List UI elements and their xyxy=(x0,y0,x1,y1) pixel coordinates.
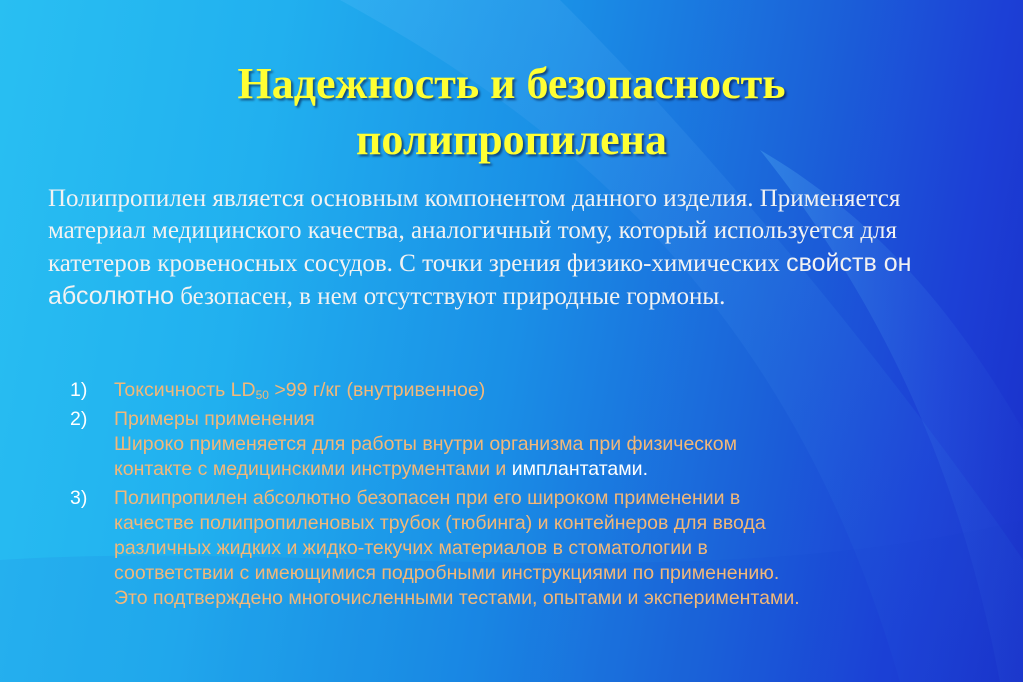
safety-line-2: качестве полипропиленовых трубок (тюбинга) и контейнеров для ввода xyxy=(114,512,766,534)
intro-text-part-3: безопасен, в нем отсутствуют природные гормоны. xyxy=(174,283,726,310)
numbered-list xyxy=(70,378,1015,615)
title-line-2: полипропилена xyxy=(356,115,667,164)
applications-heading: Примеры применения xyxy=(114,408,315,430)
slide-title xyxy=(0,56,1023,168)
safety-line-1: Полипропилен абсолютно безопасен при его широком применении в xyxy=(114,487,741,509)
intro-text-part-1: Полипропилен является основным компонентом данного изделия. Применяется материал медицинского качества, аналогичный тому, который используется для катетеров кровеносных сосудов. С точки зрения физико-химических xyxy=(48,185,901,277)
applications-line-1: Широко применяется для работы внутри организма при физическом xyxy=(114,433,738,455)
safety-line-3: различных жидких и жидко-текучих материалов в стоматологии в xyxy=(114,537,708,559)
list-item-safety xyxy=(70,486,1015,611)
applications-line-2 xyxy=(114,457,1015,482)
list-number: 3) xyxy=(70,487,88,509)
list-number: 1) xyxy=(70,379,88,401)
safety-line-5: Это подтверждено многочисленными тестами, опытами и экспериментами. xyxy=(114,587,800,609)
intro-text-part-2: свойств он абсолютно xyxy=(48,249,912,310)
toxicity-value: >99 г/кг (внутривенное) xyxy=(268,379,486,401)
list-item-toxicity xyxy=(70,378,1015,403)
toxicity-text: Токсичность LD xyxy=(114,379,256,401)
list-item-applications xyxy=(70,407,1015,482)
applications-line-2-text: контакте с медицинскими инструментами и xyxy=(114,458,512,480)
applications-highlight: имплантатами. xyxy=(511,458,648,480)
intro-paragraph xyxy=(48,183,988,313)
title-line-1: Надежность и безопасность xyxy=(237,59,786,108)
toxicity-subscript: 50 xyxy=(255,388,269,402)
safety-line-4: соответствии с имеющимися подробными инструкциями по применению. xyxy=(114,562,780,584)
list-number: 2) xyxy=(70,408,88,430)
